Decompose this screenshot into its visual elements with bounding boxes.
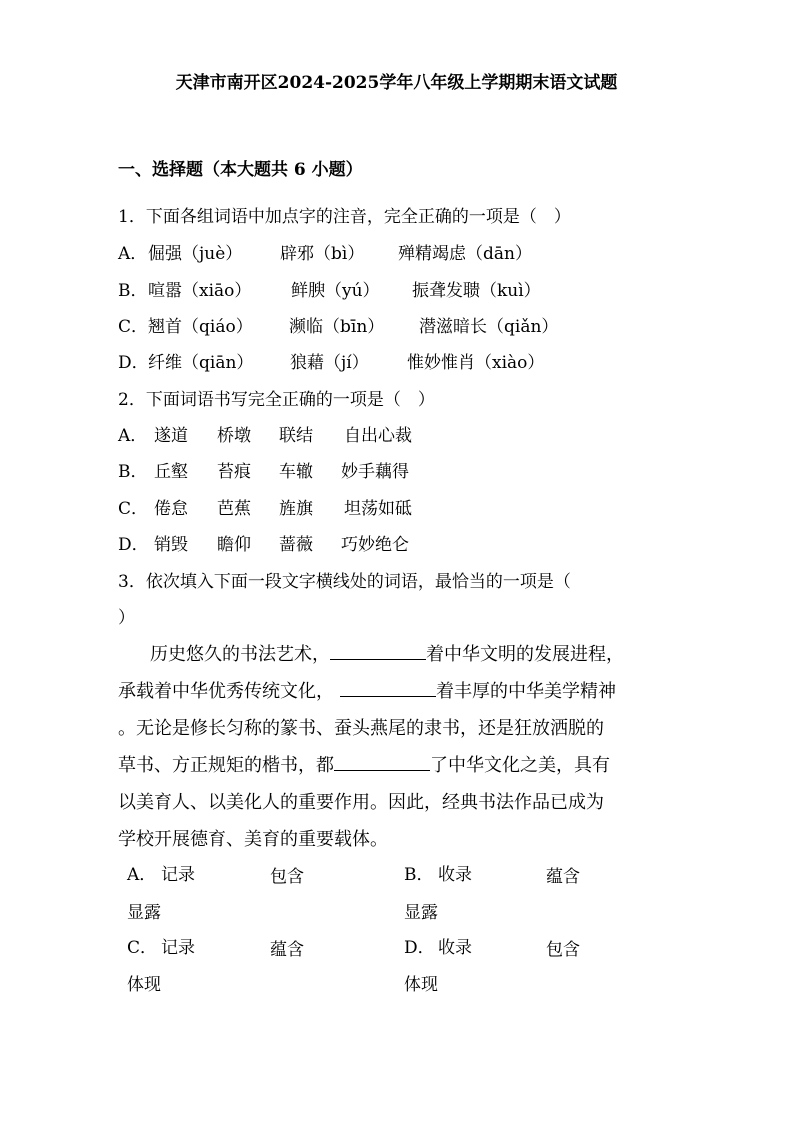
question-3-option-d-label: D． <box>404 938 435 958</box>
option-word: 纤维（qiān） <box>148 353 254 373</box>
option-word: 妙手藕得 <box>341 462 409 482</box>
section-heading: 一、选择题（本大题共 6 小题） <box>118 160 363 180</box>
option-word: 显露 <box>127 903 161 923</box>
option-word: 收录 <box>438 865 472 885</box>
option-word: 鲜腴（yú） <box>291 281 380 301</box>
option-word: 殚精竭虑（dān） <box>398 244 532 264</box>
option-word: 潜滋暗长（qiǎn） <box>419 317 559 337</box>
passage-text: 。无论是修长匀称的篆书、蚕头燕尾的隶书，还是狂放洒脱的 <box>118 718 604 739</box>
fill-blank-2 <box>340 678 436 697</box>
option-word: 蕴含 <box>546 867 580 887</box>
passage-text: 学校开展德育、美育的重要载体。 <box>118 829 388 850</box>
question-2-option-b <box>118 460 409 484</box>
question-1-stem: 1．下面各组词语中加点字的注音，完全正确的一项是（ ） <box>118 207 571 227</box>
option-label: C． <box>118 317 149 337</box>
option-word: 濒临（bīn） <box>289 317 385 337</box>
question-3-passage <box>118 636 663 858</box>
option-word: 销毁 <box>154 535 188 555</box>
passage-text: 草书、方正规矩的楷书，都 <box>118 755 334 776</box>
passage-text: 承载着中华优秀传统文化， <box>118 681 334 702</box>
option-word: 丘壑 <box>154 462 188 482</box>
option-word: 遂道 <box>154 426 188 446</box>
option-word: 倔强（juè） <box>148 244 243 264</box>
option-label: A． <box>118 426 148 446</box>
question-3-option-c-label: C． <box>127 938 158 958</box>
passage-text: 历史悠久的书法艺术， <box>150 644 330 665</box>
fill-blank-1 <box>330 641 426 660</box>
option-word: 包含 <box>546 940 580 960</box>
option-word: 振聋发聩（kuì） <box>412 281 541 301</box>
question-1-option-c <box>118 315 558 339</box>
option-word: 坦荡如砥 <box>344 499 412 519</box>
option-word: 桥墩 <box>217 426 251 446</box>
passage-text: 了中华文化之美，具有 <box>430 755 610 776</box>
option-word: 显露 <box>404 903 438 923</box>
option-label: D． <box>118 535 149 555</box>
option-word: 狼藉（jí） <box>290 353 369 373</box>
option-word: 惟妙惟肖（xiào） <box>407 353 545 373</box>
question-1-option-a <box>118 242 532 266</box>
option-word: 收录 <box>438 938 472 958</box>
option-label: C． <box>118 499 149 519</box>
option-word: 苔痕 <box>217 462 251 482</box>
question-2-option-a <box>118 424 412 448</box>
option-word: 联结 <box>279 426 313 446</box>
question-3-stem: 3．依次填入下面一段文字横线处的词语，最恰当的一项是（ <box>118 572 571 592</box>
option-label: A． <box>118 244 148 264</box>
option-word: 蕴含 <box>270 940 304 960</box>
question-1-option-b <box>118 279 541 303</box>
page-title: 天津市南开区2024-2025学年八年级上学期期末语文试题 <box>175 73 618 93</box>
passage-text: 着中华文明的发展进程， <box>426 644 624 665</box>
passage-text: 着丰厚的中华美学精神 <box>436 681 616 702</box>
option-word: 喧嚣（xiāo） <box>148 281 252 301</box>
passage-text: 以美育人、以美化人的重要作用。因此，经典书法作品已成为 <box>118 792 604 813</box>
option-word: 包含 <box>270 867 304 887</box>
option-word: 芭蕉 <box>217 499 251 519</box>
option-label: D． <box>118 353 149 373</box>
option-label: B． <box>118 281 148 301</box>
option-word: 记录 <box>161 865 195 885</box>
question-2-stem: 2．下面词语书写完全正确的一项是（ ） <box>118 390 435 410</box>
option-word: 车辙 <box>279 462 313 482</box>
option-word: 瞻仰 <box>217 535 251 555</box>
question-3-option-b-label: B． <box>404 865 434 885</box>
option-word: 辟邪（bì） <box>280 244 365 264</box>
option-word: 倦怠 <box>154 499 188 519</box>
option-word: 体现 <box>404 975 438 995</box>
option-word: 自出心裁 <box>344 426 412 446</box>
option-word: 蔷薇 <box>279 535 313 555</box>
question-1-option-d <box>118 351 544 375</box>
option-word: 记录 <box>161 938 195 958</box>
option-word: 旌旗 <box>279 499 313 519</box>
fill-blank-3 <box>334 752 430 771</box>
question-2-option-c <box>118 497 412 521</box>
option-label: B． <box>118 462 148 482</box>
option-word: 体现 <box>127 975 161 995</box>
option-word: 巧妙绝仑 <box>341 535 409 555</box>
question-3-stem-end: ） <box>118 608 135 628</box>
question-2-option-d <box>118 533 409 557</box>
question-3-option-a-label: A． <box>127 865 157 885</box>
option-word: 翘首（qiáo） <box>148 317 253 337</box>
